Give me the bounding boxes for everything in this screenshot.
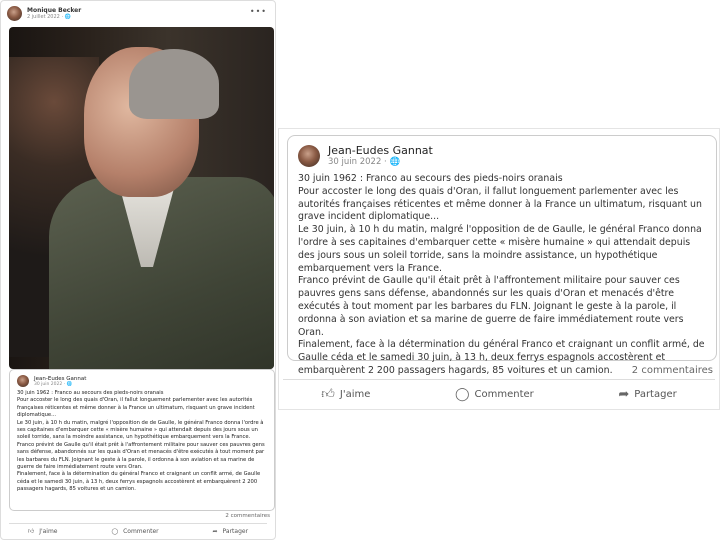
post-photo[interactable] [9, 27, 274, 369]
paragraph: Franco prévint de Gaulle qu'il était prêt à l'affrontement militaire pour sauver ces pauvres gens sans défense, abandonnés sur les quais d'Oran et menacés d'être exécutés à tout moment par les barbares du FLN. Joignant le geste à la parole, il ordonna à son aviation et sa marine de guerre de faire immédiatement route vers Oran. [298, 275, 684, 338]
shared-author[interactable]: Jean-Eudes Gannat [328, 144, 433, 157]
like-button[interactable] [321, 387, 370, 402]
share-arrow-icon: ➦ [618, 387, 630, 402]
paragraph: Finalement, face à la détermination du général Franco et craignant un conflit armé, de Gaulle céda et le samedi 30 juin, à 13 h, deux ferrys espagnols accostèrent et embarquèrent 2 200 passagers hagards, 85 voitures et un camion. [298, 339, 705, 376]
comment-button[interactable] [111, 527, 158, 535]
comment-button[interactable] [455, 387, 534, 402]
shared-date: 30 juin 2022 [34, 381, 63, 387]
avatar[interactable] [7, 6, 22, 21]
shared-post-card[interactable]: Jean-Eudes Gannat 30 juin 2022 · 🌐 30 juin 1962 : Franco au secours des pieds-noirs oranais Pour accoster le long des quais d'Oran, il fallut longuement parlementer avec les autorités françaises réticentes et même donner à la France un ultimatum, risquant un grave incident diplomatique... Le 30 juin, à 10 h du matin, malgré l'opposition de de Gaulle, le général Franco donna l'ordre à ses capitaines d'embarquer cette « misère humaine » qui attendait depuis des jours sous un soleil torride, sans la moindre assistance, un hypothétique embarquement vers la France. Franco prévint de Gaulle qu'il était prêt à l'affrontement militaire pour sauver ces pauvres gens sans défense, abandonnés sur les quais d'Oran et menacés d'être exécutés à tout moment par les barbares du FLN. Joignant le geste à la parole, il ordonna à son aviation et sa marine de guerre de faire immédiatement route vers Oran. Finalement, face à la détermination du général Franco et craignant un conflit armé, de Gaulle céda et le samedi 30 juin, à 13 h, deux ferrys espagnols accostèrent et embarquèrent 2 200 passagers hagards, 85 voitures et un camion. [287, 135, 717, 361]
action-bar [279, 387, 719, 402]
shared-post-card[interactable]: Jean-Eudes Gannat 30 juin 2022 · 🌐 30 juin 1962 : Franco au secours des pieds-noirs oranais Pour accoster le long des quais d'Oran, il fallut longuement parlementer avec les autorités françaises réticentes et même donner à la France un ultimatum, risquant un grave incident diplomatique... Le 30 juin, à 10 h du matin, malgré l'opposition de de Gaulle, le général Franco donna l'ordre à ses capitaines d'embarquer cette « misère humaine » qui attendait depuis des jours sous un soleil torride, sans la moindre assistance, un hypothétique embarquement vers la France. Franco prévint de Gaulle qu'il était prêt à l'affrontement militaire pour sauver ces pauvres gens sans défense, abandonnés sur les quais d'Oran et menacés d'être exécutés à tout moment par les barbares du FLN. Joignant le geste à la parole, il ordonna à son aviation et sa marine de guerre de faire immédiatement route vers Oran. Finalement, face à la détermination du général Franco et craignant un conflit armé, de Gaulle céda et le samedi 30 juin, à 13 h, deux ferrys espagnols accostèrent et embarquèrent 2 200 passagers hagards, 85 voitures et un camion. [9, 369, 275, 511]
thumbs-up-icon: 👍︎ [27, 528, 35, 535]
shared-author: Jean-Eudes Gannat [34, 375, 87, 382]
paragraph: Pour accoster le long des quais d'Oran, il fallut longuement parlementer avec les autorités françaises réticentes et même donner à la France un ultimatum, risquant un grave incident diplomatique... [298, 185, 702, 223]
action-bar [1, 527, 275, 535]
zoomed-shared-post [278, 128, 720, 410]
comment-label: Commenter [474, 389, 534, 400]
share-label: Partager [634, 389, 677, 400]
share-arrow-icon: ➦ [212, 527, 218, 535]
hair [129, 49, 219, 119]
shared-date[interactable]: 30 juin 2022 [328, 157, 382, 167]
facebook-post-monique-becker [0, 0, 276, 540]
paragraph: Franco prévint de Gaulle qu'il était prêt à l'affrontement militaire pour sauver ces pauvres gens sans défense, abandonnés sur les quais d'Oran et menacés d'être exécutés à tout moment par les barbares du FLN. Joignant le geste à la parole, il ordonna à son aviation et sa marine de guerre de faire immédiatement route vers Oran. [17, 441, 265, 471]
post-header: Monique Becker 2 juillet 2022 · 🌐 [7, 6, 81, 21]
comment-bubble-icon: ◯ [111, 527, 119, 535]
like-button[interactable] [28, 527, 58, 535]
author-name[interactable]: Monique Becker [27, 7, 82, 14]
globe-icon: 🌐 [66, 381, 73, 387]
share-label: Partager [222, 527, 249, 535]
globe-icon: 🌐 [64, 14, 71, 20]
share-button[interactable] [213, 527, 249, 535]
avatar[interactable] [298, 145, 320, 167]
comments-count[interactable]: 2 commentaires [225, 513, 270, 519]
thumbs-up-icon: 👍︎ [321, 387, 335, 402]
shared-post-text [298, 173, 706, 378]
share-button[interactable] [618, 387, 676, 402]
comment-bubble-icon: ◯ [454, 387, 470, 402]
divider [283, 379, 715, 380]
comments-count[interactable]: 2 commentaires [631, 365, 713, 376]
like-label: J'aime [339, 389, 371, 400]
paragraph: Finalement, face à la détermination du général Franco et craignant un conflit armé, de Gaulle céda et le samedi 30 juin, à 13 h, deux ferrys espagnols accostèrent et embarquèrent 2 200 passagers hagards, 85 voitures et un camion. [17, 471, 261, 493]
shared-post-text [17, 390, 267, 494]
post-title: 30 juin 1962 : Franco au secours des pieds-noirs oranais [298, 173, 563, 184]
ellipsis-icon[interactable]: ••• [249, 7, 267, 16]
like-label: J'aime [39, 527, 58, 535]
comment-label: Commenter [123, 527, 159, 535]
paragraph: Le 30 juin, à 10 h du matin, malgré l'opposition de de Gaulle, le général Franco donna l'ordre à ses capitaines d'embarquer cette « misère humaine » qui attendait depuis des jours sous un soleil torride, sans la moindre assistance, un hypothétique embarquement vers la France. [17, 419, 264, 441]
divider [9, 523, 267, 524]
avatar [17, 375, 29, 387]
globe-icon: 🌐 [389, 157, 401, 167]
post-date[interactable]: 2 juillet 2022 [27, 14, 60, 20]
post-title: 30 juin 1962 : Franco au secours des pieds-noirs oranais [17, 390, 164, 396]
paragraph: Pour accoster le long des quais d'Oran, il fallut longuement parlementer avec les autorités françaises réticentes et même donner à la France un ultimatum, risquant un grave incident diplomatique... [17, 397, 255, 419]
paragraph: Le 30 juin, à 10 h du matin, malgré l'opposition de de Gaulle, le général Franco donna l'ordre à ses capitaines d'embarquer cette « misère humaine » qui attendait depuis des jours sous un soleil torride, sans la moindre assistance, un hypothétique embarquement vers la France. [298, 224, 702, 274]
